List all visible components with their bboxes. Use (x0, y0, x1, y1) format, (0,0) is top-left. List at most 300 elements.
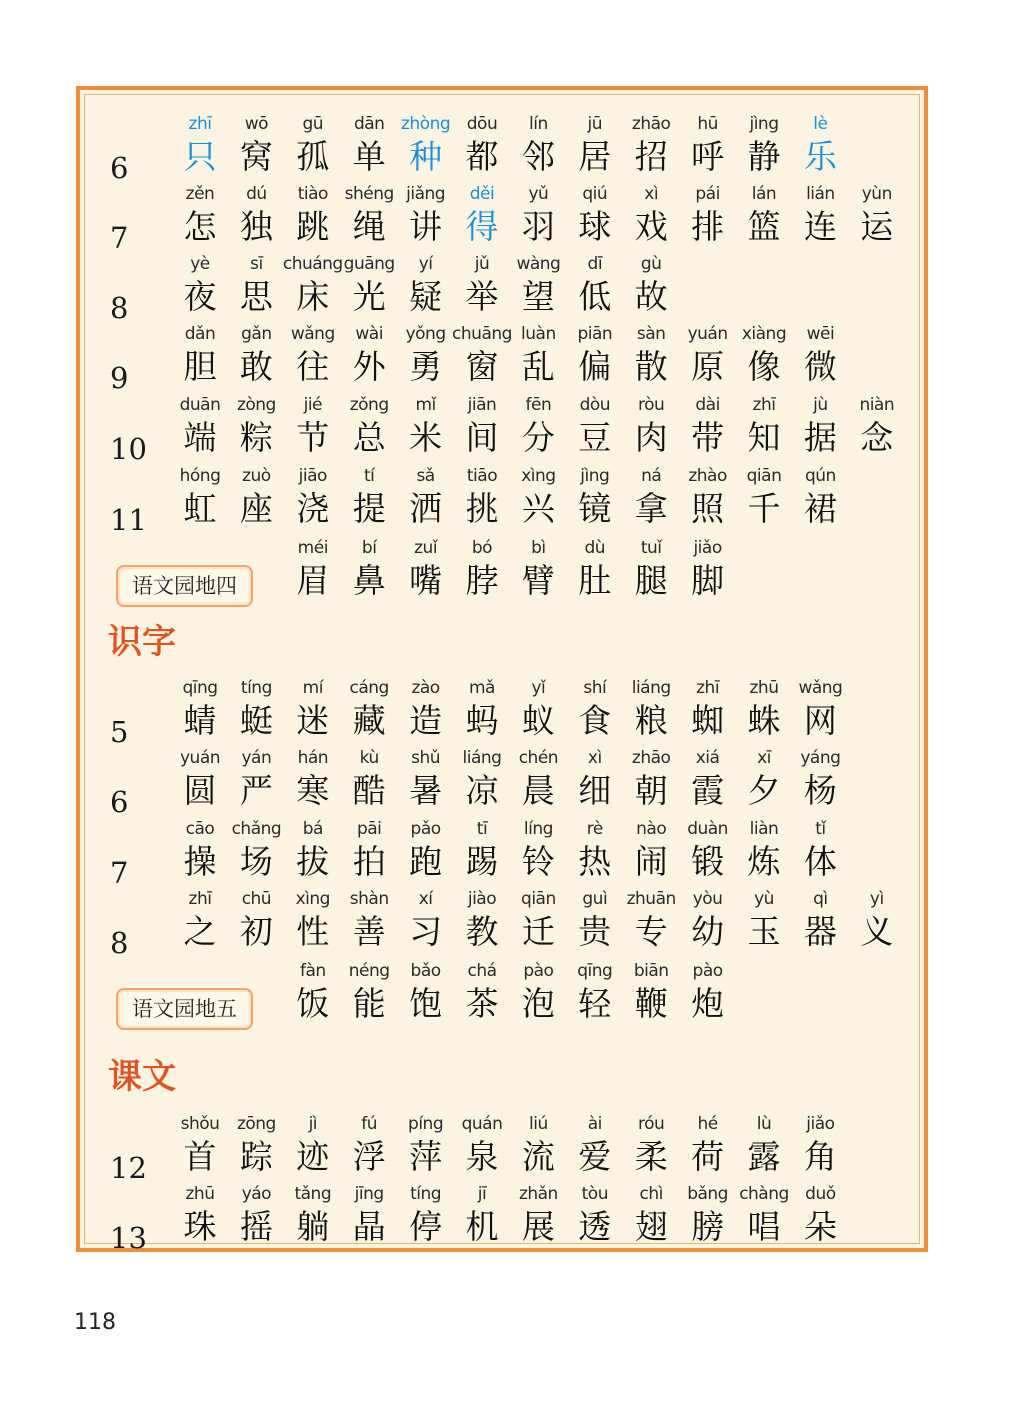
pinyin-label: wàng (516, 254, 561, 274)
character-cell (282, 887, 344, 957)
hanzi-character: 乐 (803, 137, 837, 176)
pinyin-label: qì (813, 889, 828, 909)
hanzi-character: 举 (465, 277, 499, 316)
pinyin-label: pào (523, 961, 554, 981)
character-cell (564, 252, 626, 322)
hanzi-character: 器 (803, 912, 837, 951)
character-cell (225, 746, 287, 816)
page-number: 118 (74, 1310, 116, 1335)
hanzi-character: 端 (183, 418, 217, 457)
pinyin-label: lán (751, 184, 777, 204)
hanzi-character: 豆 (578, 418, 612, 457)
pinyin-label: tǐ (815, 819, 826, 839)
hanzi-character: 饭 (296, 984, 330, 1023)
character-cell (564, 112, 626, 182)
character-cell (564, 817, 626, 887)
hanzi-character: 体 (803, 842, 837, 881)
character-cell (169, 817, 231, 887)
pinyin-label: cāo (185, 819, 215, 839)
character-cell (451, 182, 513, 252)
pinyin-label: zhuān (626, 889, 676, 909)
pinyin-label: zhī (696, 678, 720, 698)
hanzi-character: 泡 (521, 984, 555, 1023)
hanzi-character: 锻 (691, 842, 725, 881)
pinyin-label: jiān (467, 395, 497, 415)
pinyin-label: xìng (295, 889, 330, 909)
character-cell (282, 676, 344, 746)
pinyin-label: yǐ (531, 678, 546, 698)
character-cell (677, 746, 739, 816)
pinyin-label: qīng (182, 678, 218, 698)
pinyin-label: fú (361, 1114, 378, 1134)
hanzi-character: 躺 (296, 1207, 330, 1246)
character-cell (677, 393, 739, 463)
hanzi-character: 迷 (296, 701, 330, 740)
character-cell (677, 112, 739, 182)
character-cell (677, 182, 739, 252)
pinyin-label: néng (348, 961, 390, 981)
hanzi-character: 迁 (521, 912, 555, 951)
hanzi-character: 专 (634, 912, 668, 951)
character-cell (338, 393, 400, 463)
hanzi-character: 窝 (239, 137, 273, 176)
pinyin-label: yáo (241, 1184, 272, 1204)
pinyin-label: zhī (188, 889, 212, 909)
character-cell (733, 1182, 795, 1252)
character-cell (846, 393, 908, 463)
character-cell (169, 746, 231, 816)
character-cell (733, 393, 795, 463)
character-cell (451, 536, 513, 606)
pinyin-label: yuán (687, 324, 728, 344)
pinyin-label: zuò (242, 466, 271, 486)
pinyin-label: dōu (466, 114, 498, 134)
hanzi-character: 杨 (803, 771, 837, 810)
character-cell (620, 536, 682, 606)
character-cell (564, 182, 626, 252)
pinyin-label: gù (640, 254, 662, 274)
pinyin-label: yòu (692, 889, 723, 909)
character-cell (451, 252, 513, 322)
lesson-number: 11 (110, 503, 147, 537)
pinyin-label: fēn (525, 395, 552, 415)
hanzi-character: 脖 (465, 561, 499, 600)
character-cell (789, 676, 851, 746)
lesson-row (80, 252, 924, 325)
character-cell (677, 887, 739, 957)
pinyin-label: chuáng (282, 254, 343, 274)
pinyin-label: zhāo (631, 748, 671, 768)
hanzi-character: 荷 (691, 1137, 725, 1176)
pinyin-label: qún (804, 466, 836, 486)
hanzi-character: 之 (183, 912, 217, 951)
hanzi-character: 虹 (183, 489, 217, 528)
character-cell (677, 817, 739, 887)
lesson-number: 8 (110, 291, 129, 325)
character-cell (395, 1182, 457, 1252)
character-cell (507, 1112, 569, 1182)
hanzi-character: 闹 (634, 842, 668, 881)
pinyin-label: shǒu (180, 1114, 220, 1134)
pinyin-label: chàng (739, 1184, 789, 1204)
character-cell (451, 1182, 513, 1252)
hanzi-character: 初 (239, 912, 273, 951)
hanzi-character: 晨 (521, 771, 555, 810)
pinyin-label: yuán (179, 748, 221, 768)
hanzi-character: 泉 (465, 1137, 499, 1176)
hanzi-character: 外 (352, 347, 386, 386)
lesson-number: 6 (110, 785, 129, 819)
hanzi-character: 绳 (352, 207, 386, 246)
garden-label-badge: 语文园地五 (116, 988, 253, 1030)
pinyin-label: gǎn (241, 324, 272, 344)
character-cell (169, 252, 231, 322)
character-cell (395, 887, 457, 957)
pinyin-label: tí (363, 466, 375, 486)
pinyin-label: tiāo (466, 466, 498, 486)
hanzi-character: 唱 (747, 1207, 781, 1246)
pinyin-label: tòu (581, 1184, 608, 1204)
pinyin-label: chén (518, 748, 559, 768)
pinyin-label: bá (302, 819, 323, 839)
pinyin-label: zhī (752, 395, 776, 415)
pinyin-label: yí (418, 254, 433, 274)
character-cell (338, 464, 400, 534)
pinyin-label: nào (636, 819, 667, 839)
pinyin-label: kù (359, 748, 379, 768)
hanzi-character: 晶 (352, 1207, 386, 1246)
character-cell (733, 746, 795, 816)
hanzi-character: 蚁 (521, 701, 555, 740)
hanzi-character: 脚 (691, 561, 725, 600)
character-cell (677, 676, 739, 746)
pinyin-label: qiān (521, 889, 556, 909)
hanzi-character: 凉 (465, 771, 499, 810)
character-cell (451, 676, 513, 746)
character-cell (282, 182, 344, 252)
lesson-number: 10 (110, 432, 147, 466)
pinyin-label: tī (476, 819, 488, 839)
hanzi-character: 照 (691, 489, 725, 528)
hanzi-character: 踢 (465, 842, 499, 881)
pinyin-label: ài (587, 1114, 602, 1134)
hanzi-character: 幼 (691, 912, 725, 951)
section-heading: 识字 (108, 622, 176, 662)
hanzi-character: 据 (803, 418, 837, 457)
pinyin-label: duǒ (805, 1184, 836, 1204)
garden-row (80, 536, 924, 606)
hanzi-character: 肉 (634, 418, 668, 457)
hanzi-character: 往 (296, 347, 330, 386)
pinyin-label: shǔ (411, 748, 441, 768)
pinyin-label: dān (353, 114, 385, 134)
pinyin-label: fàn (299, 961, 326, 981)
hanzi-character: 食 (578, 701, 612, 740)
hanzi-character: 窗 (465, 347, 499, 386)
hanzi-character: 排 (691, 207, 725, 246)
hanzi-character: 米 (409, 418, 443, 457)
pinyin-label: bí (361, 538, 377, 558)
pinyin-label: xī (757, 748, 771, 768)
pinyin-label: qiú (582, 184, 608, 204)
hanzi-character: 孤 (296, 137, 330, 176)
pinyin-label: zǒng (349, 395, 389, 415)
hanzi-character: 蛛 (747, 701, 781, 740)
character-cell (338, 536, 400, 606)
hanzi-character: 床 (296, 277, 330, 316)
hanzi-character: 露 (747, 1137, 781, 1176)
pinyin-label: pào (692, 961, 723, 981)
hanzi-character: 静 (747, 137, 781, 176)
pinyin-label: qīng (577, 961, 613, 981)
pinyin-label: guāng (343, 254, 395, 274)
character-cell (225, 322, 287, 392)
pinyin-label: wǎng (798, 678, 843, 698)
hanzi-character: 玉 (747, 912, 781, 951)
character-cell (282, 1112, 344, 1182)
hanzi-character: 浇 (296, 489, 330, 528)
hanzi-character: 首 (183, 1137, 217, 1176)
pinyin-label: yùn (861, 184, 892, 204)
character-cell (451, 817, 513, 887)
hanzi-character: 敢 (239, 347, 273, 386)
hanzi-character: 酷 (352, 771, 386, 810)
pinyin-label: quán (461, 1114, 503, 1134)
hanzi-character: 严 (239, 771, 273, 810)
garden-row (80, 959, 924, 1029)
character-cell (395, 322, 457, 392)
hanzi-character: 怎 (183, 207, 217, 246)
hanzi-character: 千 (747, 489, 781, 528)
pinyin-label: bì (531, 538, 546, 558)
character-cell (451, 464, 513, 534)
hanzi-character: 流 (521, 1137, 555, 1176)
hanzi-character: 茶 (465, 984, 499, 1023)
character-cell (225, 676, 287, 746)
pinyin-label: yǒng (405, 324, 446, 344)
character-cell (507, 887, 569, 957)
pinyin-label: zòng (236, 395, 276, 415)
character-cell (451, 1112, 513, 1182)
character-cell (620, 393, 682, 463)
character-cell (338, 1182, 400, 1252)
character-cell (225, 887, 287, 957)
character-cell (169, 464, 231, 534)
hanzi-character: 热 (578, 842, 612, 881)
pinyin-label: xìng (521, 466, 556, 486)
character-cell (169, 887, 231, 957)
hanzi-character: 分 (521, 418, 555, 457)
character-cell (789, 817, 851, 887)
pinyin-label: jì (308, 1114, 318, 1134)
character-cell (338, 746, 400, 816)
lesson-number: 13 (110, 1221, 147, 1255)
character-cell (620, 322, 682, 392)
hanzi-character: 提 (352, 489, 386, 528)
hanzi-character: 像 (747, 347, 781, 386)
hanzi-character: 爱 (578, 1137, 612, 1176)
character-cell (338, 887, 400, 957)
pinyin-label: shí (583, 678, 607, 698)
hanzi-character: 习 (409, 912, 443, 951)
hanzi-character: 思 (239, 277, 273, 316)
character-cell (395, 817, 457, 887)
pinyin-label: guì (582, 889, 608, 909)
character-cell (507, 676, 569, 746)
character-cell (338, 112, 400, 182)
pinyin-label: tíng (410, 1184, 442, 1204)
pinyin-label: hán (297, 748, 329, 768)
pinyin-label: dài (695, 395, 720, 415)
pinyin-label: sàn (636, 324, 666, 344)
lesson-row (80, 112, 924, 185)
character-cell (395, 1112, 457, 1182)
pinyin-label: chǎng (231, 819, 282, 839)
hanzi-character: 带 (691, 418, 725, 457)
pinyin-label: yán (241, 748, 272, 768)
character-cell (733, 1112, 795, 1182)
pinyin-label: biān (633, 961, 669, 981)
character-cell (564, 536, 626, 606)
pinyin-label: méi (297, 538, 328, 558)
character-cell (507, 252, 569, 322)
character-cell (677, 1182, 739, 1252)
pinyin-label: jū (587, 114, 603, 134)
hanzi-character: 展 (521, 1207, 555, 1246)
character-cell (564, 464, 626, 534)
pinyin-label: lù (756, 1114, 772, 1134)
character-cell (395, 959, 457, 1029)
pinyin-label: wài (355, 324, 383, 344)
hanzi-character: 嘴 (409, 561, 443, 600)
character-cell (789, 393, 851, 463)
lesson-row (80, 817, 924, 890)
hanzi-character: 拿 (634, 489, 668, 528)
character-cell (789, 887, 851, 957)
hanzi-character: 呼 (691, 137, 725, 176)
hanzi-character: 镜 (578, 489, 612, 528)
lesson-row (80, 322, 924, 395)
hanzi-character: 朵 (803, 1207, 837, 1246)
pinyin-label: duàn (687, 819, 728, 839)
pinyin-label: jiào (467, 889, 497, 909)
hanzi-character: 连 (803, 207, 837, 246)
hanzi-character: 角 (803, 1137, 837, 1176)
pinyin-label: dǎn (184, 324, 216, 344)
character-cell (789, 464, 851, 534)
hanzi-character: 微 (803, 347, 837, 386)
pinyin-label: mǐ (415, 395, 436, 415)
pinyin-label: pǎo (410, 819, 441, 839)
hanzi-character: 鼻 (352, 561, 386, 600)
character-cell (564, 393, 626, 463)
character-cell (507, 817, 569, 887)
character-cell (225, 393, 287, 463)
pinyin-label: tiào (297, 184, 328, 204)
character-cell (169, 1182, 231, 1252)
pinyin-label: shéng (344, 184, 394, 204)
hanzi-character: 独 (239, 207, 273, 246)
character-cell (507, 959, 569, 1029)
character-cell (451, 887, 513, 957)
hanzi-character: 拍 (352, 842, 386, 881)
pinyin-label: yáng (800, 748, 841, 768)
character-cell (620, 252, 682, 322)
hanzi-character: 饱 (409, 984, 443, 1023)
hanzi-character: 拔 (296, 842, 330, 881)
hanzi-character: 球 (578, 207, 612, 246)
lesson-number: 8 (110, 926, 129, 960)
lesson-number: 12 (110, 1151, 147, 1185)
pinyin-label: pāi (356, 819, 382, 839)
hanzi-character: 戏 (634, 207, 668, 246)
character-cell (564, 959, 626, 1029)
hanzi-character: 贵 (578, 912, 612, 951)
character-cell (338, 817, 400, 887)
character-cell (282, 252, 344, 322)
pinyin-label: zhào (688, 466, 727, 486)
pinyin-label: pái (695, 184, 720, 204)
character-cell (620, 959, 682, 1029)
lesson-row (80, 887, 924, 960)
character-cell (451, 959, 513, 1029)
lesson-row (80, 1112, 924, 1185)
character-cell (282, 322, 344, 392)
character-cell (282, 536, 344, 606)
pinyin-label: dú (246, 184, 267, 204)
character-cell (395, 746, 457, 816)
character-cell (169, 182, 231, 252)
character-cell (507, 322, 569, 392)
pinyin-label: liú (529, 1114, 548, 1134)
character-cell (507, 1182, 569, 1252)
character-cell (338, 676, 400, 746)
character-cell (507, 182, 569, 252)
character-cell (395, 676, 457, 746)
pinyin-label: zhī (188, 114, 212, 134)
character-cell (733, 887, 795, 957)
hanzi-character: 轻 (578, 984, 612, 1023)
pinyin-label: rè (586, 819, 603, 839)
hanzi-character: 寒 (296, 771, 330, 810)
character-cell (282, 1182, 344, 1252)
pinyin-label: píng (408, 1114, 444, 1134)
hanzi-character: 篮 (747, 207, 781, 246)
pinyin-label: chū (241, 889, 272, 909)
character-cell (338, 322, 400, 392)
pinyin-label: xì (587, 748, 602, 768)
pinyin-label: liáng (462, 748, 502, 768)
hanzi-character: 间 (465, 418, 499, 457)
pinyin-label: hū (697, 114, 718, 134)
pinyin-label: tǎng (294, 1184, 332, 1204)
character-cell (169, 393, 231, 463)
pinyin-label: qiān (746, 466, 782, 486)
hanzi-character: 造 (409, 701, 443, 740)
hanzi-character: 肚 (578, 561, 612, 600)
character-cell (733, 817, 795, 887)
section-heading: 课文 (108, 1057, 176, 1097)
character-cell (395, 182, 457, 252)
pinyin-label: chì (639, 1184, 663, 1204)
hanzi-character: 夕 (747, 771, 781, 810)
character-cell (846, 182, 908, 252)
hanzi-character: 低 (578, 277, 612, 316)
pinyin-label: dù (584, 538, 606, 558)
lesson-number: 7 (110, 221, 129, 255)
pinyin-label: tuǐ (640, 538, 662, 558)
character-cell (451, 393, 513, 463)
